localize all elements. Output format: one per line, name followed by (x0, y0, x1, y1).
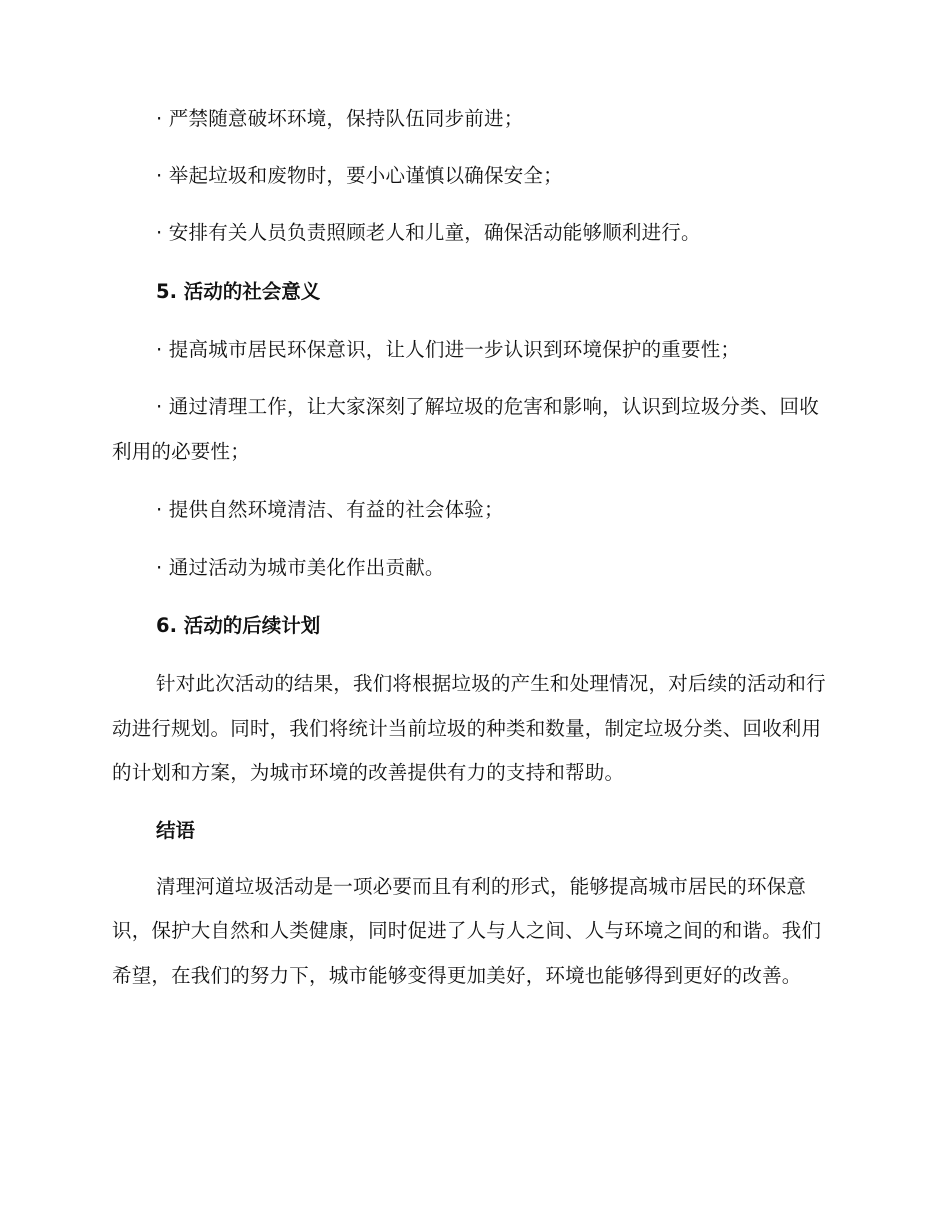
section-heading-5: 5. 活动的社会意义 (156, 280, 321, 303)
bullet-item: · 严禁随意破坏环境，保持队伍同步前进； (156, 107, 524, 130)
bullet-item: · 提高城市居民环保意识，让人们进一步认识到环境保护的重要性； (156, 338, 741, 361)
bullet-item: · 通过活动为城市美化作出贡献。 (156, 556, 445, 579)
bullet-item: · 安排有关人员负责照顾老人和儿童，确保活动能够顺利进行。 (156, 221, 701, 244)
bullet-item: · 提供自然环境清洁、有益的社会体验； (156, 498, 504, 521)
section-heading-6: 6. 活动的后续计划 (156, 614, 321, 637)
section-6-paragraph: 针对此次活动的结果，我们将根据垃圾的产生和处理情况，对后续的活动和行动进行规划。同时，我们将统计当前垃圾的种类和数量，制定垃圾分类、回收利用的计划和方案，为城市环境的改善提供有力的支持和帮助。 (112, 672, 826, 784)
conclusion-paragraph: 清理河道垃圾活动是一项必要而且有利的形式，能够提高城市居民的环保意识，保护大自然和人类健康，同时促进了人与人之间、人与环境之间的和谐。我们希望，在我们的努力下，城市能够变得更加美好，环境也能够得到更好的改善。 (112, 874, 822, 987)
bullet-item: · 举起垃圾和废物时，要小心谨慎以确保安全； (156, 164, 563, 187)
conclusion-heading: 结语 (156, 818, 196, 842)
bullet-item: · 通过清理工作，让大家深刻了解垃圾的危害和影响，认识到垃圾分类、回收利用的必要性； (112, 395, 819, 463)
document-page (112, 104, 832, 998)
